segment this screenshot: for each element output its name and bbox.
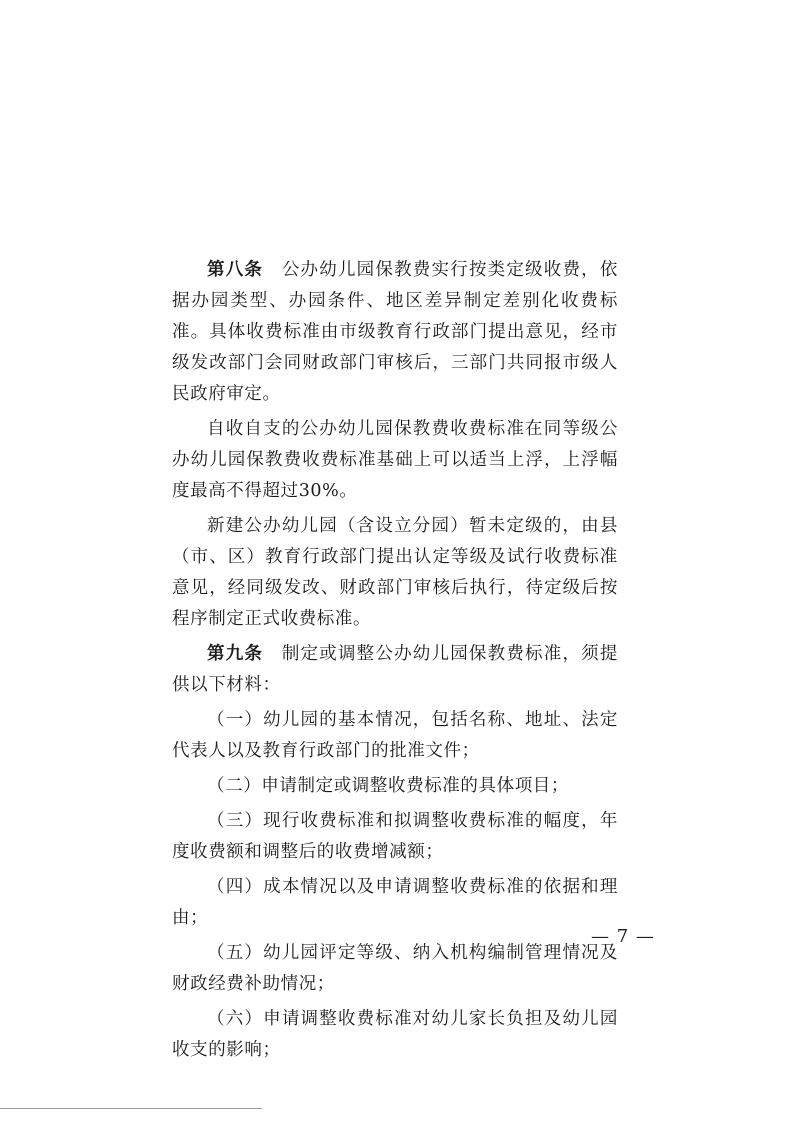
paragraph-text: 自收自支的公办幼儿园保教费收费标准在同等级公办幼儿园保教费收费标准基础上可以适当上浮，上浮幅度最高不得超过30%。 [172,419,618,501]
paragraph-text: （六）申请调整收费标准对幼儿家长负担及幼儿园收支的影响； [172,1009,618,1060]
paragraph-text: （三）现行收费标准和拟调整收费标准的幅度，年度收费额和调整后的收费增减额； [172,811,618,862]
paragraph-text: 新建公办幼儿园（含设立分园）暂未定级的，由县（市、区）教育行政部门提出认定等级及试行收费标准意见，经同级发改、财政部门审核后执行，待定级后按程序制定正式收费标准。 [172,516,618,629]
paragraph-text: 制定或调整公办幼儿园保教费标准，须提供以下材料： [172,644,618,695]
paragraph-text: 公办幼儿园保教费实行按类定级收费，依据办园类型、办园条件、地区差异制定差别化收费标准。具体收费标准由市级教育行政部门提出意见，经市级发改部门会同财政部门审核后，三部门共同报市级人民政府审定。 [172,260,618,404]
page-number: — 7 — [591,926,655,947]
paragraph-article-8 [172,255,618,410]
article-heading: 第九条 [207,644,264,664]
paragraph-text: （一）幼儿园的基本情况，包括名称、地址、法定代表人以及教育行政部门的批准文件； [172,710,618,761]
list-item-1 [172,705,618,767]
paragraph-text: （五）幼儿园评定等级、纳入机构编制管理情况及财政经费补助情况； [172,943,618,994]
article-heading: 第八条 [207,260,264,280]
paragraph-self-funded [172,414,618,507]
list-item-2 [172,771,618,802]
list-item-6 [172,1004,618,1066]
scan-edge-line [0,1108,262,1109]
list-item-3 [172,806,618,868]
paragraph-new-kindergarten [172,511,618,635]
list-item-5 [172,938,618,1000]
paragraph-article-9 [172,639,618,701]
document-body [172,255,618,1066]
list-item-4 [172,872,618,934]
paragraph-text: （二）申请制定或调整收费标准的具体项目； [207,776,569,796]
paragraph-text: （四）成本情况以及申请调整收费标准的依据和理由； [172,877,618,928]
